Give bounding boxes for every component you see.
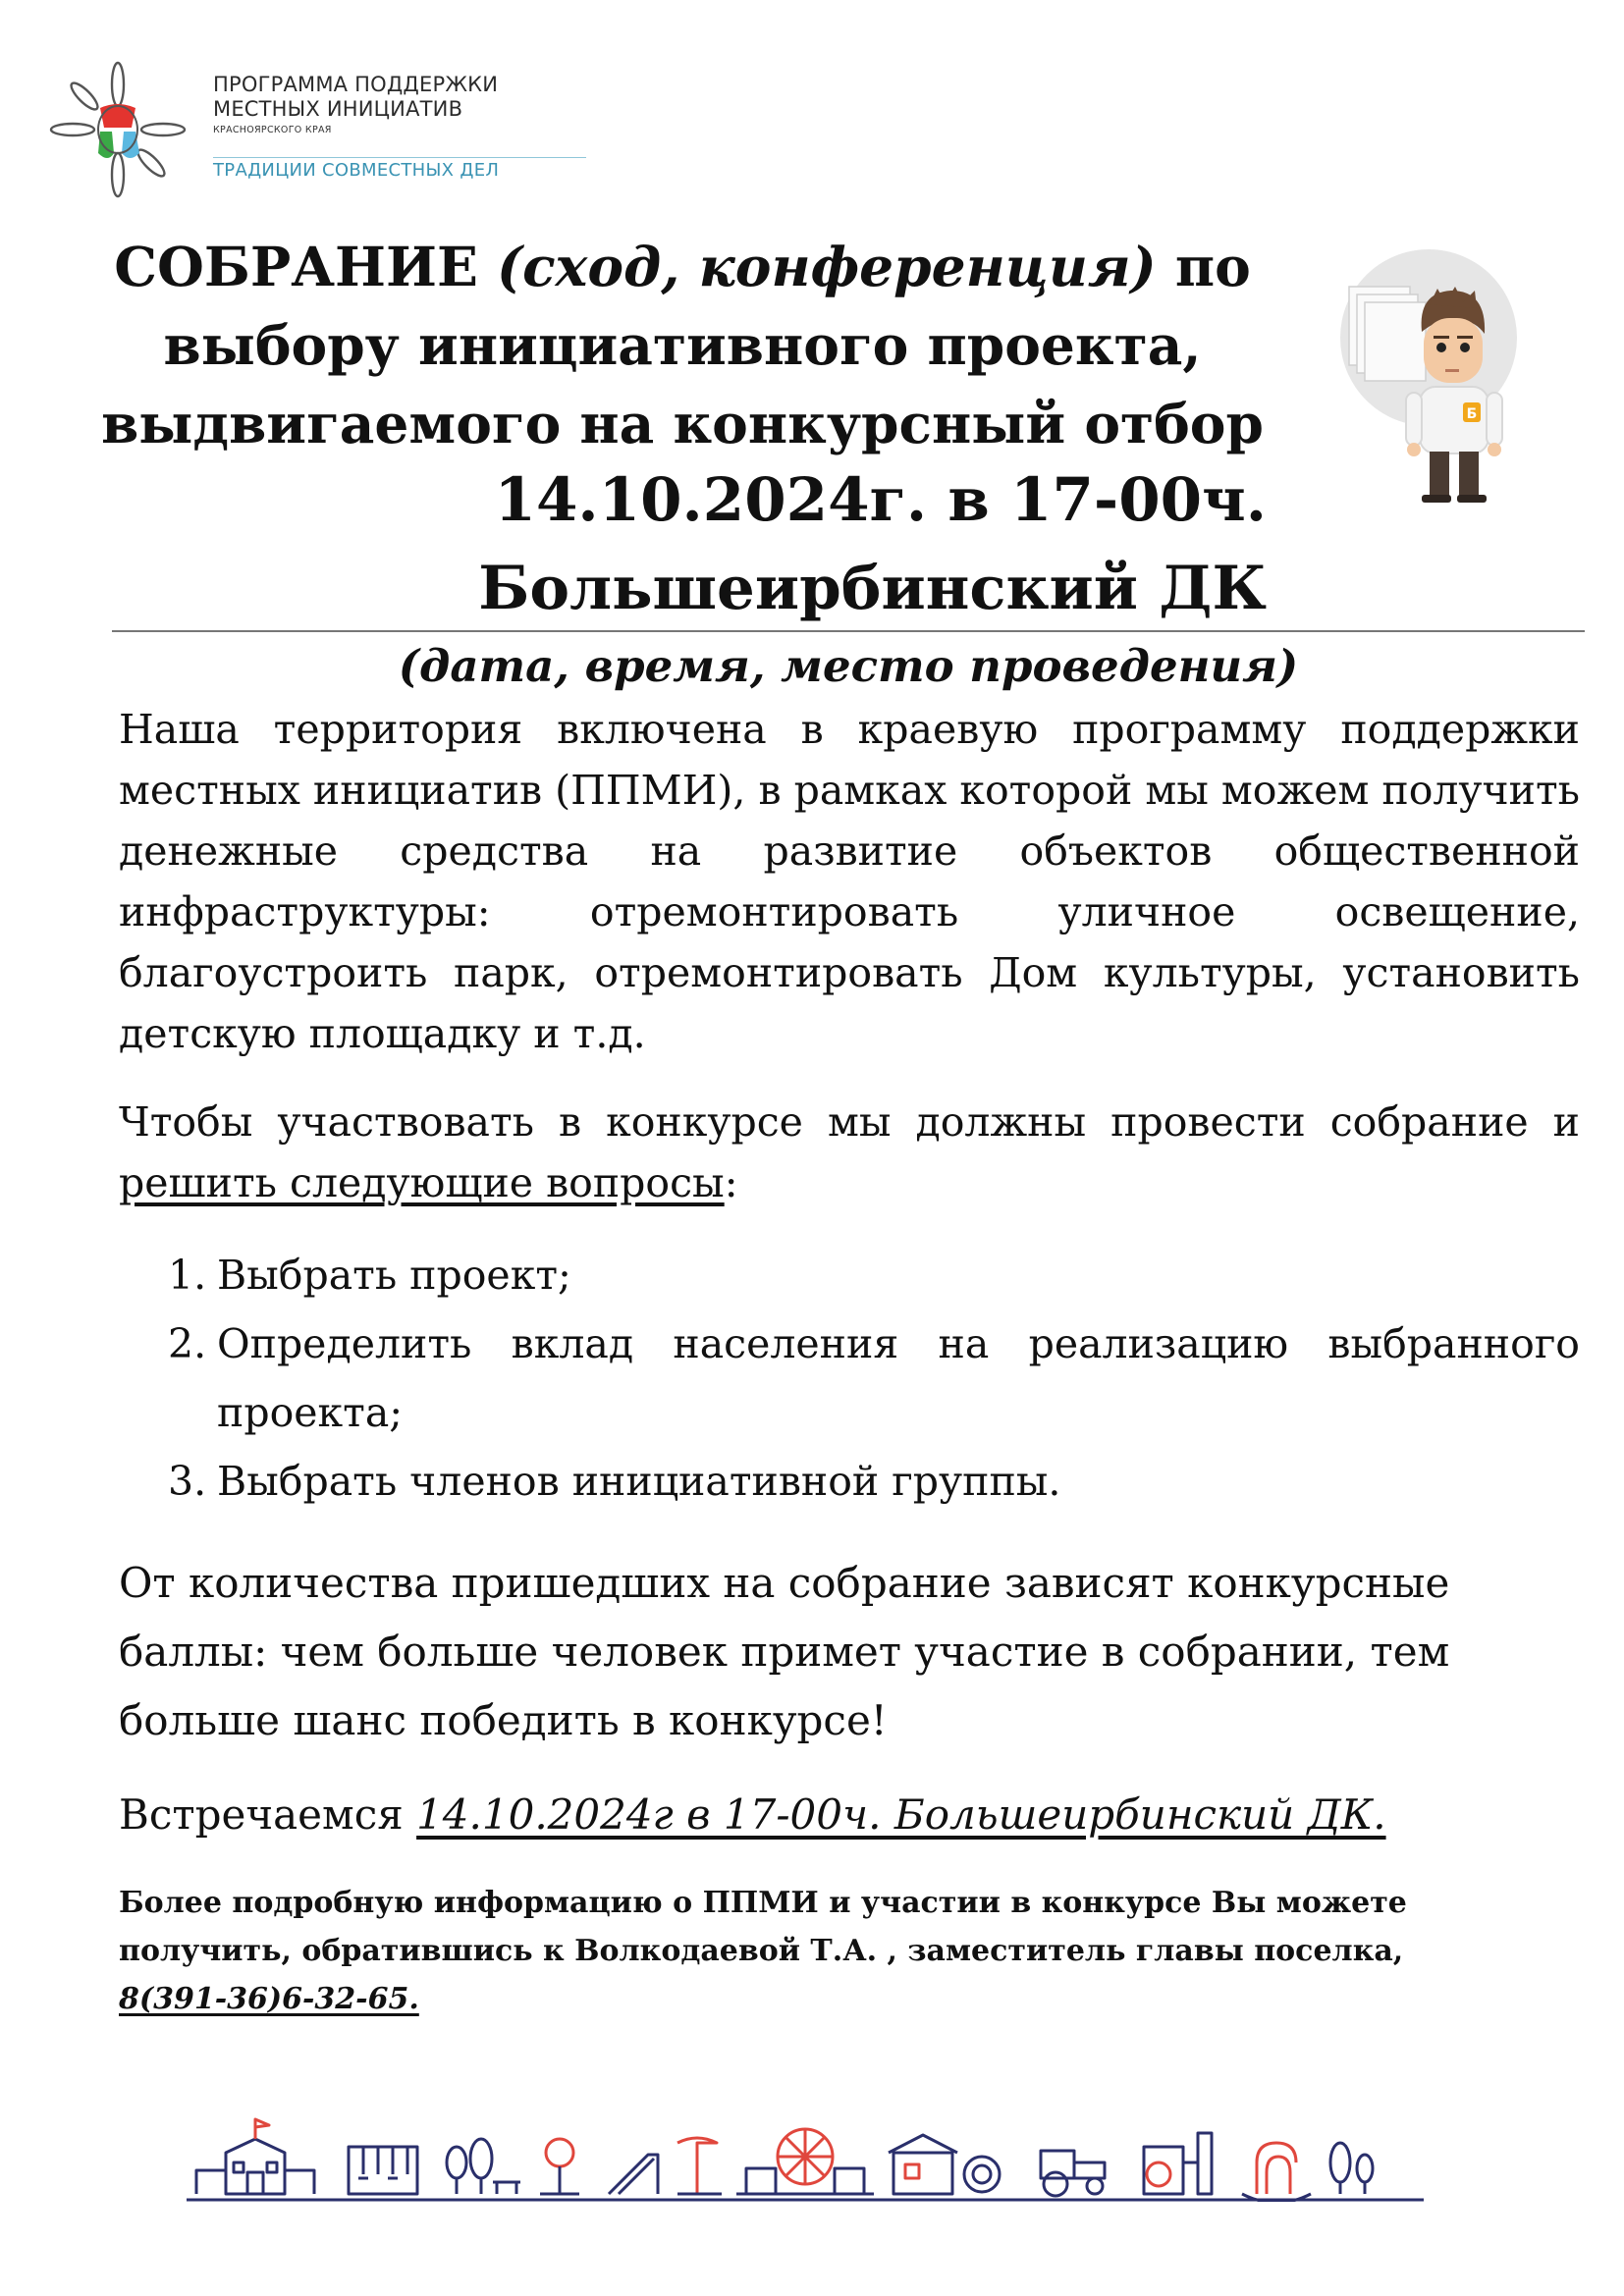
ppmi-emblem-icon — [49, 61, 187, 198]
tractor-icon — [1041, 2151, 1105, 2196]
list-item — [119, 1309, 1580, 1447]
event-place: Большеирбинский ДК — [478, 554, 1267, 623]
ppmi-logo — [49, 61, 560, 198]
house-equipment-icon — [889, 2135, 1000, 2194]
requirements-lead: Чтобы участвовать в конкурсе мы должны провести собрание и — [119, 1098, 1580, 1146]
factory-icon — [1144, 2133, 1212, 2194]
mascot-illustration — [1327, 249, 1529, 505]
tree-lamp-icon — [540, 2139, 579, 2194]
contact-text: Более подробную информацию о ППМИ и участии в конкурсе Вы можете получить, обратившись к Волкодаевой Т.А. , заместитель главы поселка, — [119, 1886, 1407, 1968]
list-item — [119, 1241, 1580, 1309]
requirements-paragraph — [119, 1092, 1580, 1213]
title-line-1 — [69, 228, 1296, 306]
intro-paragraph: Наша территория включена в краевую программу поддержки местных инициатив (ППМИ), в рамках которой мы можем получить денежные средства на развитие объектов общественной инфраструктуры: отремонтировать уличное освещение, благоустроить парк, отремонтировать Дом культуры, установить детскую площадку и т.д. — [119, 706, 1580, 1057]
ferris-wheel-icon — [736, 2129, 874, 2194]
title-line-3: выдвигаемого на конкурсный отбор — [101, 392, 1264, 455]
title-divider — [112, 630, 1585, 632]
title-line-1-end: по — [1174, 235, 1251, 298]
trees-bench-icon — [447, 2139, 520, 2194]
requirements-highlight: решить следующие вопросы — [119, 1159, 725, 1206]
school-icon — [196, 2119, 314, 2194]
logo-line-2: МЕСТНЫХ ИНИЦИАТИВ — [213, 97, 463, 121]
contact-phone: 8(391-36)6-32-65. — [119, 1982, 419, 2016]
logo-line-3: КРАСНОЯРСКОГО КРАЯ — [213, 125, 332, 135]
fountain-icon — [1242, 2143, 1373, 2202]
event-datetime: 14.10.2024г. в 17-00ч. — [494, 465, 1267, 535]
list-item-number: 2. — [168, 1320, 207, 1367]
page-title — [69, 228, 1296, 463]
logo-tagline: ТРАДИЦИИ СОВМЕСТНЫХ ДЕЛ — [213, 160, 500, 181]
mascot-badge-letter: Б — [1466, 406, 1478, 422]
event-caption: (дата, время, место проведения) — [398, 640, 1299, 692]
scoring-paragraph: От количества пришедших на собрание зависят конкурсные баллы: чем больше человек примет участие в собрании, тем больше шанс победить в конкурсе! — [119, 1559, 1450, 1744]
slide-icon — [609, 2138, 722, 2194]
logo-text — [213, 73, 498, 135]
list-item-text: Выбрать членов инициативной группы. — [217, 1458, 1061, 1505]
list-item-text: Определить вклад населения на реализацию выбранного проекта; — [217, 1320, 1580, 1436]
list-item-text: Выбрать проект; — [217, 1252, 571, 1299]
title-word: СОБРАНИЕ — [114, 235, 478, 298]
footer-icons — [187, 2113, 1424, 2202]
contact-info — [119, 1879, 1493, 2023]
questions-list — [119, 1241, 1580, 1516]
list-item-number: 1. — [168, 1252, 207, 1299]
meeting-label: Встречаемся — [119, 1790, 404, 1839]
title-line-2: выбору инициативного проекта, — [163, 313, 1202, 377]
list-item-number: 3. — [168, 1458, 207, 1505]
meeting-details: 14.10.2024г в 17-00ч. Большеирбинский ДК. — [416, 1790, 1386, 1839]
title-alt: (сход, конференция) — [497, 235, 1157, 298]
playground-icon — [349, 2147, 417, 2194]
requirements-colon: : — [724, 1159, 738, 1206]
list-item — [119, 1447, 1580, 1516]
meeting-line — [119, 1785, 1580, 1845]
logo-divider — [213, 157, 586, 158]
logo-line-1: ПРОГРАММА ПОДДЕРЖКИ — [213, 73, 499, 96]
